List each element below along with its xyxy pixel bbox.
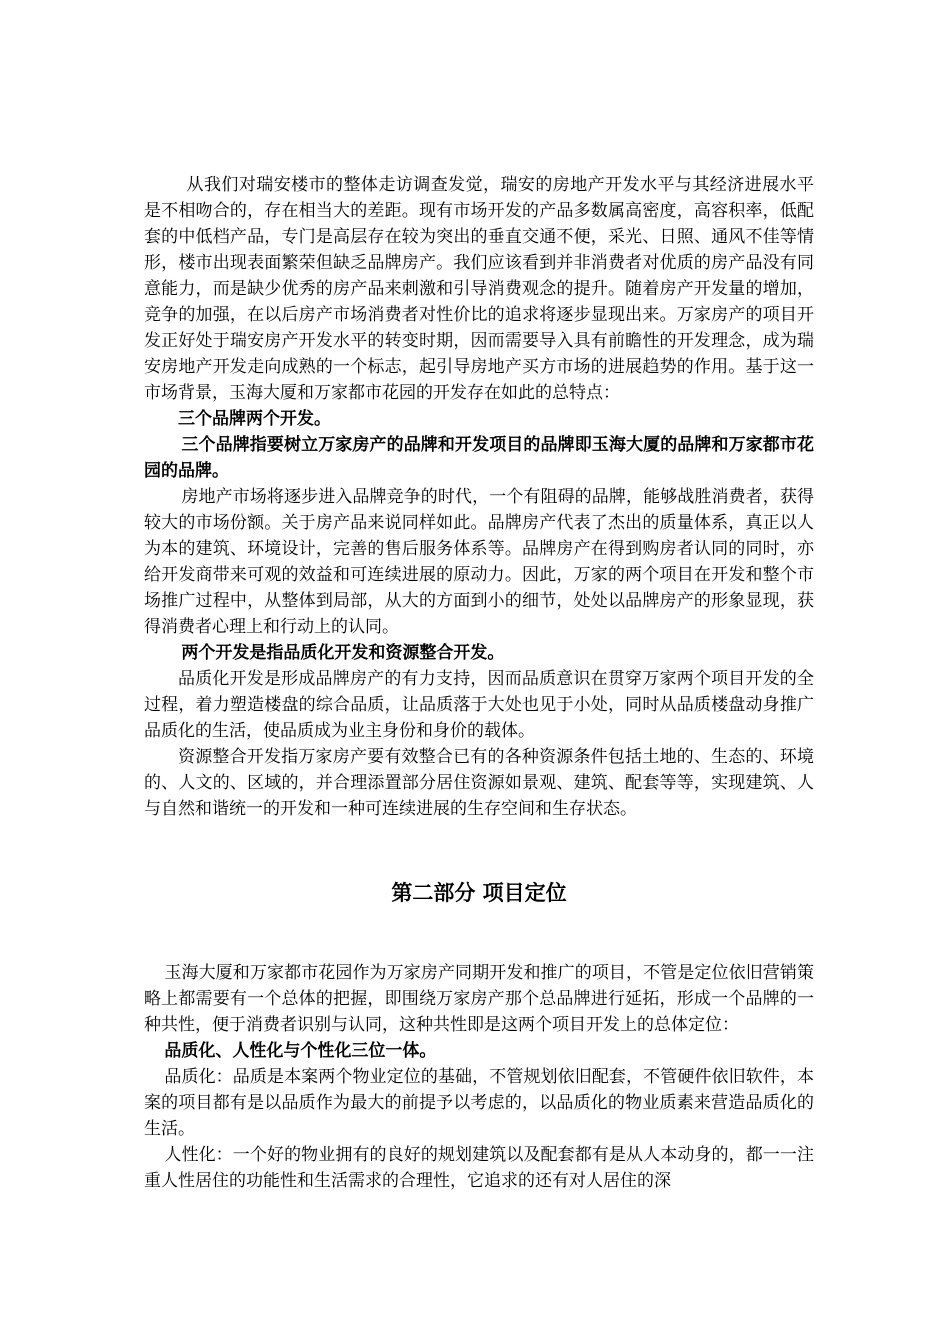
brand-paragraph: 房地产市场将逐步进入品牌竞争的时代，一个有阻碍的品牌，能够战胜消费者，获得较大的市场份额。关于房产品来说同样如此。品牌房产代表了杰出的质量体系，真正以人为本的建筑、环境设计，完善的售后服务体系等。品牌房产在得到购房者认同的同时，亦给开发商带来可观的效益和可连续进展的原动力。因此，万家的两个项目在开发和整个市场推广过程中，从整体到局部，从大的方面到小的细节，处处以品牌房产的形象显现，获得消费者心理上和行动上的认同。 [144, 487, 814, 637]
document-page [144, 172, 814, 1194]
summary-heading: 三个品牌两个开发。 [178, 409, 331, 429]
intro-paragraph: 从我们对瑞安楼市的整体走访调查发觉，瑞安的房地产开发水平与其经济进展水平是不相吻合的，存在相当大的差距。现有市场开发的产品多数属高密度，高容积率，低配套的中低档产品，专门是高层存在较为突出的垂直交通不便，采光、日照、通风不佳等情形，楼市出现表面繁荣但缺乏品牌房产。我们应该看到并非消费者对优质的房产品没有同意能力，而是缺少优秀的房产品来刺激和引导消费观念的提升。随着房产开发量的增加，竞争的加强，在以后房产市场消费者对性价比的追求将逐步显现出来。万家房产的项目开发正好处于瑞安房产开发水平的转变时期，因而需要导入具有前瞻性的开发理念，成为瑞安房地产开发走向成熟的一个标志，起引导房地产买方市场的进展趋势的作用。基于这一市场背景，玉海大厦和万家都市花园的开发存在如此的总特点： [144, 175, 814, 403]
quality-development-paragraph: 品质化开发是形成品牌房产的有力支持，因而品质意识在贯穿万家两个项目开发的全过程，着力塑造楼盘的综合品质，让品质落于大处也见于小处，同时从品质楼盘动身推广品质化的生活，使品质成为业主身份和身价的载体。 [144, 669, 814, 741]
positioning-paragraph: 玉海大厦和万家都市花园作为万家房产同期开发和推广的项目，不管是定位依旧营销策略上都需要有一个总体的把握，即围绕万家房产那个总品牌进行延拓，形成一个品牌的一种共性，便于消费者识别与认同，这种共性即是这两个项目开发上的总体定位： [144, 963, 814, 1035]
three-brands-heading: 三个品牌指要树立万家房产的品牌和开发项目的品牌即玉海大厦的品牌和万家都市花园的品牌。 [144, 435, 814, 481]
two-developments-heading: 两个开发是指品质化开发和资源整合开发。 [181, 643, 505, 663]
section-title: 第二部分 项目定位 [391, 880, 567, 905]
quality-paragraph: 品质化：品质是本案两个物业定位的基础，不管规划依旧配套，不管硬件依旧软件，本案的项目都有是以品质作为最大的前提予以考虑的，以品质化的物业质素来营造品质化的生活。 [144, 1067, 814, 1139]
humanization-paragraph: 人性化：一个好的物业拥有的良好的规划建筑以及配套都有是从人本动身的，都一一注重人性居住的功能性和生活需求的合理性，它追求的还有对人居住的深 [144, 1145, 814, 1191]
resource-integration-paragraph: 资源整合开发指万家房产要有效整合已有的各种资源条件包括土地的、生态的、环境的、人文的、区域的，并合理添置部分居住资源如景观、建筑、配套等等，实现建筑、人与自然和谐统一的开发和一种可连续进展的生存空间和生存状态。 [144, 747, 814, 819]
positioning-heading: 品质化、人性化与个性化三位一体。 [164, 1041, 437, 1061]
